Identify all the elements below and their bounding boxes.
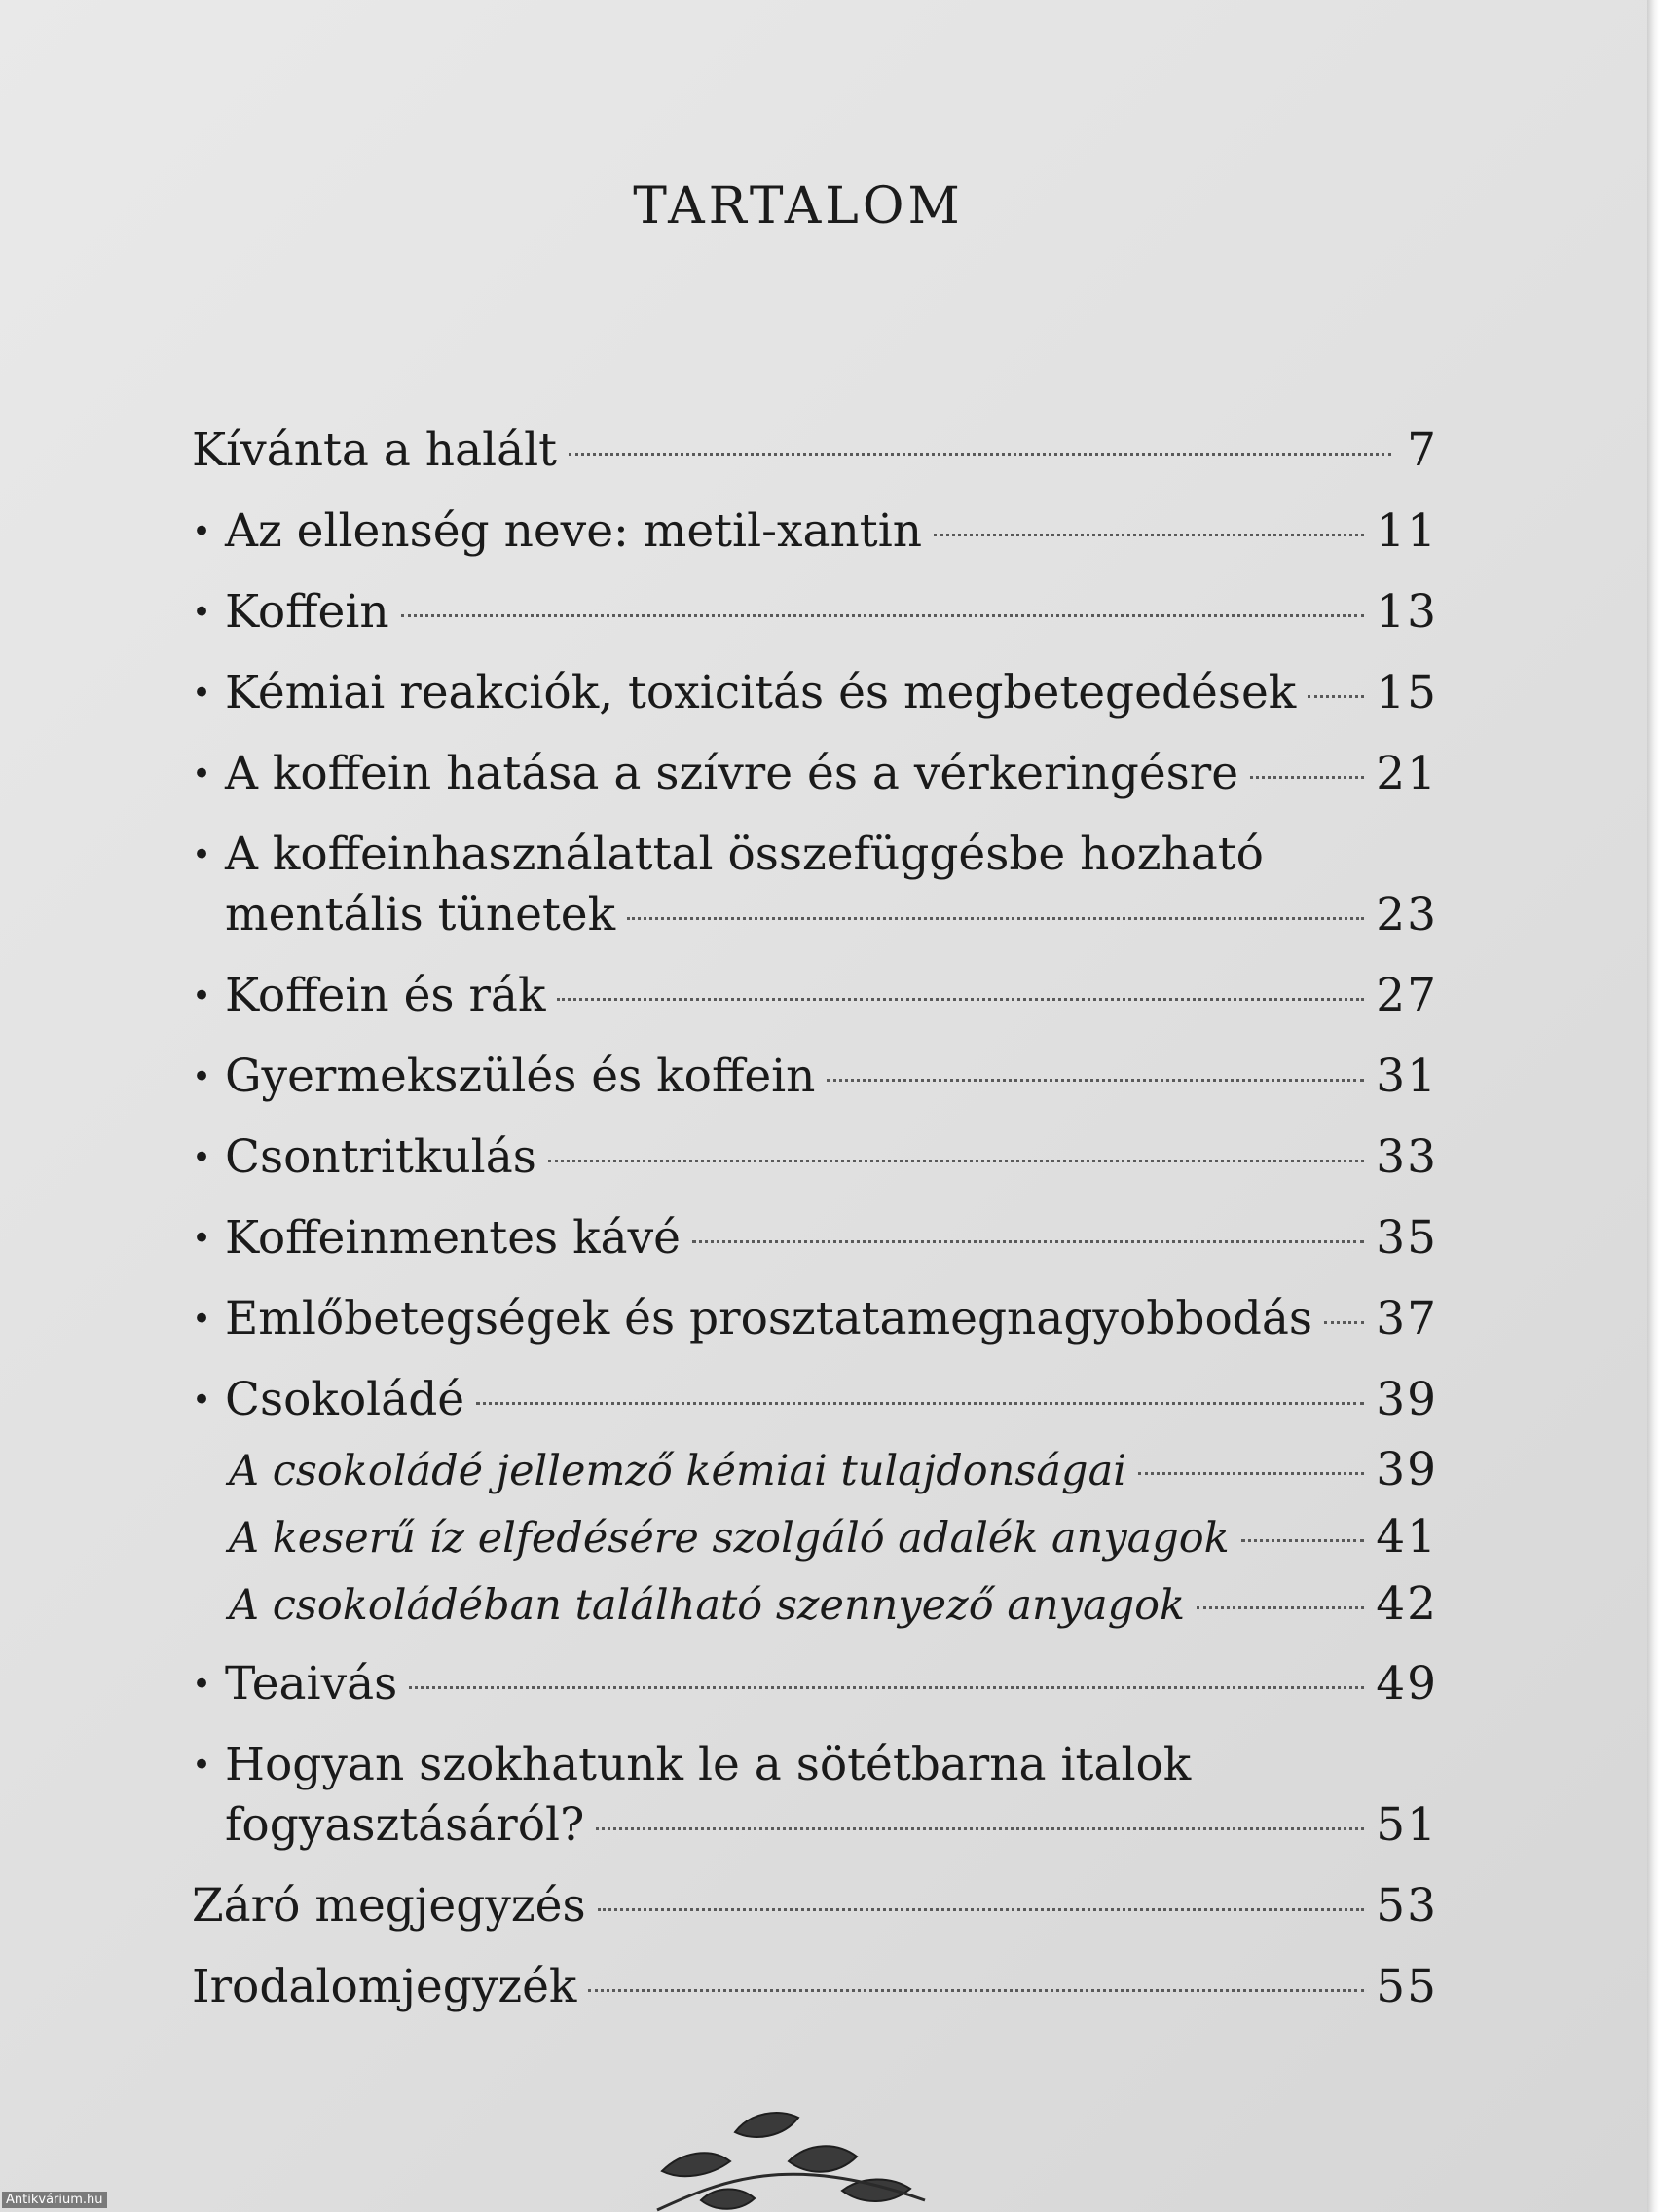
dot-leader: [548, 1160, 1364, 1162]
toc-entry-label: Az ellenség neve: metil-xantin: [225, 504, 922, 558]
table-of-contents: [192, 424, 1438, 2041]
toc-entry: [192, 666, 1438, 747]
toc-entry-first-line: [192, 828, 1438, 888]
dot-leader: [569, 453, 1391, 456]
dot-leader: [827, 1079, 1364, 1082]
toc-subentry-label: A keserű íz elfedésére szolgáló adalék anyagok: [229, 1514, 1230, 1563]
dot-leader: [1324, 1321, 1364, 1324]
toc-entry-label-continued: mentális tünetek: [225, 888, 616, 941]
page-edge: [1647, 0, 1659, 2212]
toc-entry-label: Csontritkulás: [225, 1130, 536, 1184]
toc-entry: [192, 1373, 1438, 1443]
toc-page-number: 31: [1376, 1050, 1438, 1103]
toc-page-number: 39: [1376, 1373, 1438, 1426]
toc-page-number: 37: [1376, 1292, 1438, 1346]
toc-page-number: 13: [1376, 585, 1438, 639]
toc-entry-first-line: [192, 1738, 1438, 1798]
toc-entry-label: Gyermekszülés és koffein: [225, 1050, 816, 1103]
toc-page-number: 39: [1376, 1443, 1438, 1496]
toc-entry-label: Koffein és rák: [225, 969, 546, 1022]
toc-subentry: [192, 1510, 1438, 1577]
dot-leader: [598, 1908, 1365, 1911]
toc-entry: [192, 1879, 1438, 1960]
toc-page-number: 53: [1376, 1879, 1438, 1933]
dot-leader: [401, 614, 1365, 617]
bullet-icon: •: [192, 674, 212, 713]
toc-entry: [192, 1292, 1438, 1373]
toc-entry-second-line: [192, 888, 1438, 969]
dot-leader: [692, 1240, 1364, 1243]
dot-leader: [588, 1989, 1364, 1992]
toc-entry: [192, 1211, 1438, 1292]
toc-entry: [192, 969, 1438, 1050]
toc-entry: [192, 1657, 1438, 1738]
toc-page-number: 27: [1376, 969, 1438, 1022]
toc-page-number: 41: [1376, 1510, 1438, 1564]
dot-leader: [476, 1402, 1364, 1405]
toc-entry-label: Emlőbetegségek és prosztatamegnagyobbodás: [225, 1292, 1312, 1346]
toc-page-number: 42: [1376, 1577, 1438, 1631]
dot-leader: [596, 1827, 1364, 1830]
dot-leader: [1241, 1539, 1364, 1542]
bullet-icon: •: [192, 512, 212, 551]
bullet-icon: •: [192, 1138, 212, 1177]
toc-page-number: 7: [1407, 424, 1438, 477]
toc-entry: [192, 424, 1438, 504]
bullet-icon: •: [192, 1381, 212, 1419]
toc-entry: [192, 585, 1438, 666]
dot-leader: [1250, 776, 1364, 779]
toc-entry: [192, 1050, 1438, 1130]
toc-entry: [192, 504, 1438, 585]
leaf-ornament-icon: [643, 2093, 935, 2212]
toc-entry-second-line: [192, 1798, 1438, 1879]
bullet-icon: •: [192, 977, 212, 1015]
toc-entry: [192, 1960, 1438, 2041]
toc-page-number: 49: [1376, 1657, 1438, 1711]
toc-subentry-label: A csokoládéban található szennyező anyagok: [229, 1581, 1186, 1630]
toc-entry-label: Csokoládé: [225, 1373, 465, 1426]
toc-page-number: 51: [1376, 1798, 1438, 1852]
toc-entry-label: A koffeinhasználattal összefüggésbe hozható: [225, 828, 1264, 881]
toc-entry-label: A koffein hatása a szívre és a vérkeringésre: [225, 747, 1239, 800]
bullet-icon: •: [192, 1746, 212, 1785]
toc-page-number: 33: [1376, 1130, 1438, 1184]
toc-page-number: 35: [1376, 1211, 1438, 1265]
toc-entry-label: Koffein: [225, 585, 389, 639]
bullet-icon: •: [192, 1665, 212, 1704]
toc-entry-label: Teaivás: [225, 1657, 398, 1711]
toc-page-number: 15: [1376, 666, 1438, 719]
bullet-icon: •: [192, 835, 212, 874]
toc-entry-label: Koffeinmentes kávé: [225, 1211, 681, 1265]
toc-subentry-label: A csokoládé jellemző kémiai tulajdonságai: [229, 1447, 1126, 1495]
toc-entry-label-continued: fogyasztásáról?: [225, 1798, 585, 1852]
toc-entry-label: Záró megjegyzés: [192, 1879, 586, 1933]
toc-subentry: [192, 1577, 1438, 1657]
dot-leader: [1197, 1606, 1364, 1609]
toc-entry: [192, 1130, 1438, 1211]
toc-entry: [192, 747, 1438, 828]
bullet-icon: •: [192, 1219, 212, 1258]
bullet-icon: •: [192, 593, 212, 632]
toc-entry-label: Kémiai reakciók, toxicitás és megbetegedések: [225, 666, 1297, 719]
dot-leader: [1138, 1472, 1364, 1475]
page-title: TARTALOM: [633, 177, 964, 236]
toc-entry-label: Hogyan szokhatunk le a sötétbarna italok: [225, 1738, 1192, 1791]
dot-leader: [934, 534, 1364, 536]
toc-page-number: 21: [1376, 747, 1438, 800]
dot-leader: [557, 998, 1364, 1001]
toc-subentry: [192, 1443, 1438, 1510]
bullet-icon: •: [192, 1300, 212, 1339]
toc-page-number: 55: [1376, 1960, 1438, 2013]
bullet-icon: •: [192, 755, 212, 793]
dot-leader: [409, 1686, 1364, 1689]
toc-entry-label: Kívánta a halált: [192, 424, 558, 477]
toc-page-number: 11: [1376, 504, 1438, 558]
dot-leader: [627, 917, 1364, 920]
toc-page-number: 23: [1376, 888, 1438, 941]
toc-entry-label: Irodalomjegyzék: [192, 1960, 577, 2013]
bullet-icon: •: [192, 1057, 212, 1096]
dot-leader: [1308, 695, 1364, 698]
watermark-logo: Antikvárium.hu: [2, 2192, 107, 2208]
